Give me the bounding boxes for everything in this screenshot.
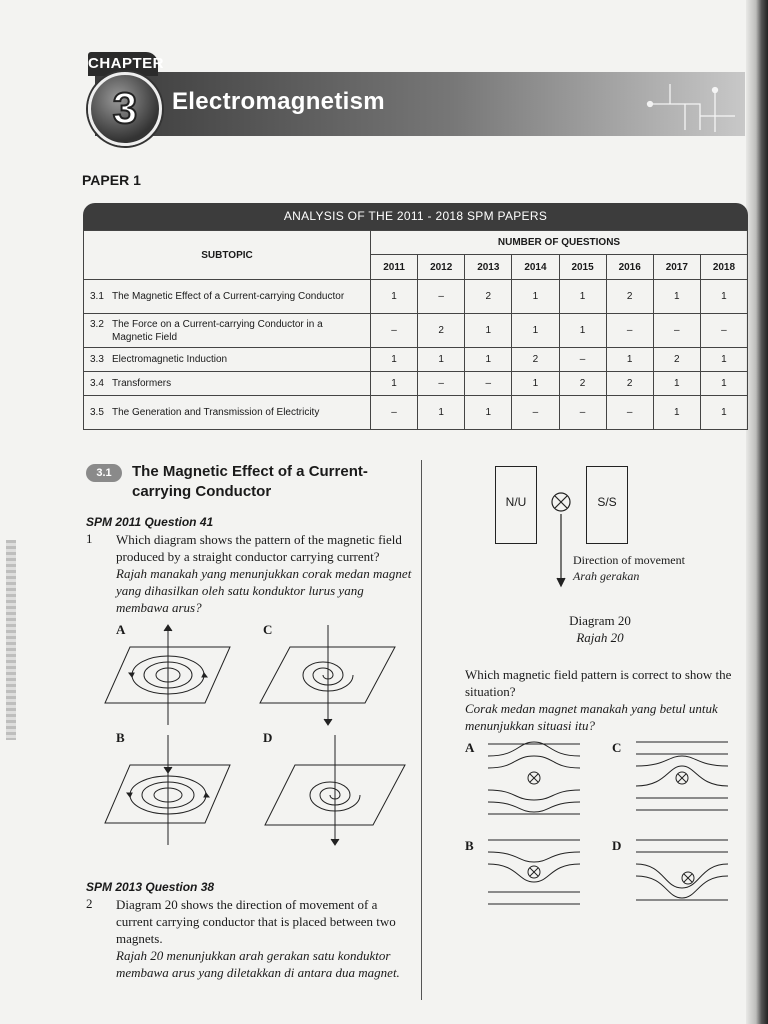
question-count-cell: 1 [653,372,700,396]
book-spine [746,0,768,1024]
question-count-cell: 1 [371,372,418,396]
magnet-south: S/S [586,466,628,544]
question-count-cell: 1 [371,348,418,372]
question-count-cell: 1 [653,396,700,430]
question-count-cell: – [465,372,512,396]
question-count-cell: 1 [700,348,747,372]
q2-text-malay: Rajah 20 menunjukkan arah gerakan satu konduktor membawa arus yang diletakkan di antara dua magnet. [116,948,400,980]
question-count-cell: 1 [700,280,747,314]
question-count-cell: – [700,314,747,348]
subtopic-cell [84,372,371,396]
column-divider [421,460,422,1000]
q1-option-b-label: B [116,730,125,745]
circuit-decoration-icon [640,80,740,136]
q2-question-malay: Corak medan magnet manakah yang betul untuk menunjukkan situasi itu? [465,701,718,733]
direction-malay: Arah gerakan [573,569,640,583]
q1-text [116,531,412,616]
subtopic-header: SUBTOPIC [84,231,371,280]
question-count-cell: 2 [512,348,559,372]
subtopic-code: 3.1 [90,291,104,302]
subtopic-cell [84,280,371,314]
q2-source: SPM 2013 Question 38 [86,880,215,894]
question-count-cell: – [606,396,653,430]
q2-option-d-label: D [612,838,622,853]
q1-option-a-diagram [100,625,240,725]
q1-source: SPM 2011 Question 41 [86,515,214,529]
year-header-2015: 2015 [559,255,606,280]
question-count-cell: – [371,314,418,348]
subtopic-cell [84,396,371,430]
table-row [84,348,748,372]
question-count-cell: 1 [465,396,512,430]
question-count-cell: 1 [418,396,465,430]
subtopic-cell [84,314,371,348]
subtopic-name: The Generation and Transmission of Electricity [112,407,320,418]
section-badge: 3.1 [86,464,122,482]
question-count-cell: – [512,396,559,430]
number-of-questions-header: NUMBER OF QUESTIONS [371,231,748,255]
question-count-cell: 1 [700,372,747,396]
question-count-cell: 2 [606,372,653,396]
q2-option-c-diagram [636,738,728,818]
scan-edge [6,540,16,740]
q2-option-a-diagram [488,738,580,818]
question-count-cell: – [371,396,418,430]
question-count-cell: 2 [653,348,700,372]
chapter-number-badge [88,72,162,146]
q1-option-b-diagram [100,735,240,845]
question-count-cell: – [418,280,465,314]
subtopic-name: The Magnetic Effect of a Current-carrying Conductor [112,291,345,302]
section-title: The Magnetic Effect of a Current-carrying Conductor [132,463,368,500]
q1-option-d-label: D [263,730,273,745]
q1-option-c-label: C [263,622,273,637]
q2-text-english: Diagram 20 shows the direction of movement of a current carrying conductor that is placed between two magnets. [116,897,396,946]
chapter-title: Electromagnetism [172,88,385,115]
question-count-cell: 2 [559,372,606,396]
subtopic-cell [84,348,371,372]
year-header-2016: 2016 [606,255,653,280]
question-count-cell: 1 [559,314,606,348]
subtopic-code: 3.2 [90,318,104,330]
question-count-cell: 1 [371,280,418,314]
question-count-cell: 1 [653,280,700,314]
table-row [84,280,748,314]
magnet-north: N/U [495,466,537,544]
question-count-cell: 1 [465,348,512,372]
table-row [84,314,748,348]
subtopic-name: The Force on a Current-carrying Conductor in a Magnetic Field [112,318,323,343]
year-header-2013: 2013 [465,255,512,280]
subtopic-code: 3.4 [90,378,104,389]
year-header-2011: 2011 [371,255,418,280]
direction-english: Direction of movement [573,553,685,567]
q1-text-malay: Rajah manakah yang menunjukkan corak medan magnet yang dihasilkan oleh satu konduktor lurus yang membawa arus? [116,566,412,615]
q2-option-c-label: C [612,740,622,755]
q1-option-a-label: A [116,622,126,637]
question-count-cell: 2 [465,280,512,314]
chapter-label: CHAPTER [88,52,158,76]
diagram-20-malay: Rajah 20 [576,630,624,645]
year-header-2018: 2018 [700,255,747,280]
question-count-cell: 1 [700,396,747,430]
question-count-cell: – [606,314,653,348]
table-row [84,396,748,430]
q1-option-c-diagram [250,625,400,725]
q2-text [116,896,412,981]
q2-question-english: Which magnetic field pattern is correct to show the situation? [465,667,732,699]
year-header-2014: 2014 [512,255,559,280]
question-count-cell: – [653,314,700,348]
table-row [84,372,748,396]
question-count-cell: 1 [465,314,512,348]
q2-number: 2 [86,896,93,911]
subtopic-name: Transformers [112,378,172,389]
q1-option-d-diagram [255,735,405,845]
question-count-cell: – [559,396,606,430]
question-count-cell: 1 [512,280,559,314]
question-count-cell: 2 [418,314,465,348]
chapter-number: 3 [112,84,138,133]
question-count-cell: 1 [559,280,606,314]
q1-text-english: Which diagram shows the pattern of the magnetic field produced by a straight conductor carrying current? [116,532,402,564]
question-count-cell: – [559,348,606,372]
subtopic-code: 3.5 [90,407,104,418]
question-count-cell: 2 [606,280,653,314]
q1-number: 1 [86,531,93,546]
question-count-cell: 1 [512,372,559,396]
q2-option-b-diagram [488,836,580,916]
year-header-2012: 2012 [418,255,465,280]
direction-label [573,552,685,584]
subtopic-code: 3.3 [90,354,104,365]
subtopic-name: Electromagnetic Induction [112,354,228,365]
question-count-cell: 1 [606,348,653,372]
analysis-table [83,230,748,430]
paper-heading: PAPER 1 [82,172,141,188]
question-count-cell: 1 [418,348,465,372]
q2-option-a-label: A [465,740,475,755]
q2-option-b-label: B [465,838,474,853]
q2-option-d-diagram [636,836,728,916]
question-count-cell: – [418,372,465,396]
diagram-20-caption [530,612,670,646]
analysis-heading: ANALYSIS OF THE 2011 - 2018 SPM PAPERS [83,203,748,230]
q2-question [465,666,749,734]
year-header-2017: 2017 [653,255,700,280]
diagram-20-english: Diagram 20 [569,613,631,628]
question-count-cell: 1 [512,314,559,348]
